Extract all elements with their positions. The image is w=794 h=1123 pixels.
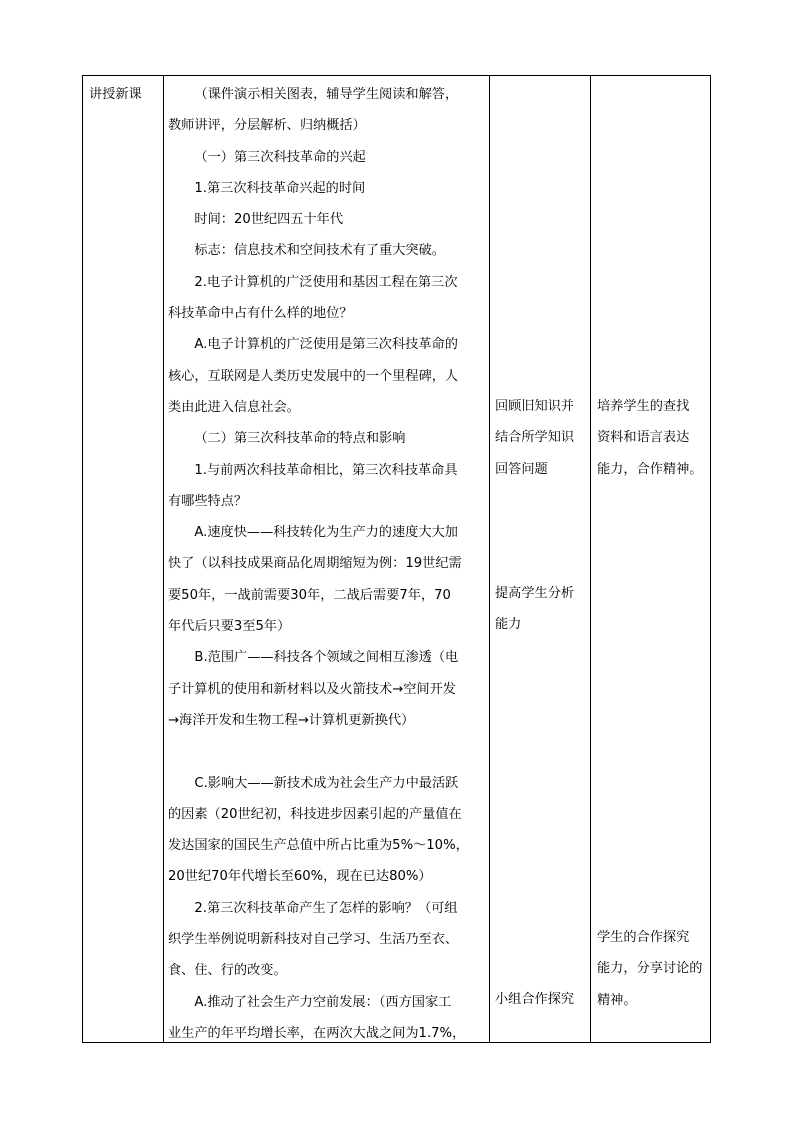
question-line: 有哪些特点？: [168, 493, 248, 509]
activity-line: 小组合作探究: [495, 992, 575, 1007]
activity-line: 能力: [495, 617, 522, 633]
column-divider: [163, 76, 164, 1042]
activity-line: 结合所学知识: [495, 430, 575, 446]
column-divider: [489, 76, 490, 1042]
answer-line: 子计算机的使用和新材料以及火箭技术→空间开发: [168, 681, 456, 697]
teaching-content: [168, 79, 486, 1049]
answer-line: B.范围广——科技各个领域之间相互渗透（电: [194, 650, 459, 666]
intro-line: 教师讲评，分层解析、归纳概括）: [168, 118, 366, 134]
question-line: 1.与前两次科技革命相比，第三次科技革命具: [194, 462, 458, 478]
mark-line: 标志：信息技术和空间技术有了重大突破。: [194, 243, 445, 259]
intent-line: 能力，合作精神。: [597, 461, 703, 477]
answer-line: 发达国家的国民生产总值中所占比重为5%～10%，: [168, 838, 469, 854]
row-label: 讲授新课: [89, 87, 142, 102]
question-line: 食、住、行的改变。: [168, 963, 287, 979]
answer-line: 类由此进入信息社会。: [168, 399, 300, 415]
answer-line: A.速度快——科技转化为生产力的速度大大加: [194, 525, 458, 541]
answer-line: 业生产的年平均增长率，在两次大战之间为1.7%，: [168, 1025, 466, 1041]
answer-line: 快了（以科技成果商品化周期缩短为例：19世纪需: [168, 556, 462, 572]
intent-line: 精神。: [597, 992, 637, 1008]
question-line: 2.第三次科技革命产生了怎样的影响？（可组: [194, 900, 458, 916]
answer-line: 的因素（20世纪初，科技进步因素引起的产量值在: [168, 806, 462, 822]
section-title: （一）第三次科技革命的兴起: [194, 149, 366, 165]
question-line: 织学生举例说明新科技对自己学习、生活乃至衣、: [168, 932, 459, 948]
answer-line: →海洋开发和生物工程→计算机更新换代）: [168, 712, 415, 728]
question-line: 科技革命中占有什么样的地位？: [168, 306, 353, 322]
intent-line: 培养学生的查找: [597, 399, 690, 414]
student-activity-2: [495, 578, 587, 641]
answer-line: C.影响大——新技术成为社会生产力中最活跃: [194, 775, 459, 791]
answer-line: 核心，互联网是人类历史发展中的一个里程碑，人: [168, 368, 459, 384]
time-line: 时间：20世纪四五十年代: [194, 212, 344, 228]
activity-line: 回答问题: [495, 461, 548, 477]
design-intent-2: [597, 922, 709, 1016]
lesson-table: [82, 75, 711, 1043]
intent-line: 学生的合作探究: [597, 930, 690, 945]
student-activity-1: [495, 391, 587, 485]
activity-line: 回顾旧知识并: [495, 399, 575, 414]
student-activity-3: [495, 984, 587, 1015]
question-title: 1.第三次科技革命兴起的时间: [194, 180, 366, 196]
answer-line: 20世纪70年代增长至60%，现在已达80%）: [168, 869, 432, 885]
answer-line: 要50年，一战前需要30年，二战后需要7年，70: [168, 587, 451, 603]
section-title: （二）第三次科技革命的特点和影响: [194, 431, 406, 447]
activity-line: 提高学生分析: [495, 586, 575, 601]
answer-line: 年代后只要3至5年）: [168, 619, 291, 635]
intro-line: （课件演示相关图表，辅导学生阅读和解答，: [194, 87, 459, 102]
design-intent-1: [597, 391, 709, 485]
question-line: 2.电子计算机的广泛使用和基因工程在第三次: [194, 274, 458, 290]
column-divider: [590, 76, 591, 1042]
intent-line: 能力，分享讨论的: [597, 961, 703, 977]
answer-line: A.电子计算机的广泛使用是第三次科技革命的: [194, 337, 458, 353]
intent-line: 资料和语言表达: [597, 430, 690, 446]
answer-line: A.推动了社会生产力空前发展：（西方国家工: [194, 994, 452, 1010]
